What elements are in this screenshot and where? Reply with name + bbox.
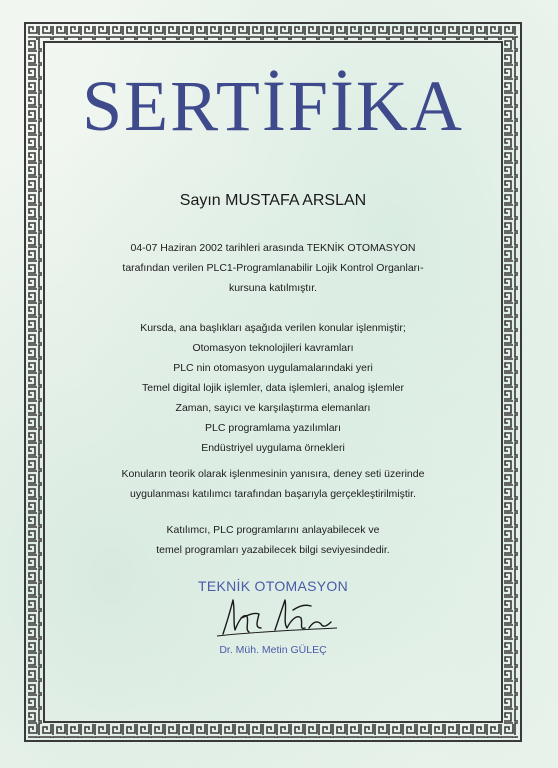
intro-line: kursuna katılmıştır. [228,282,318,294]
topic-item: Endüstriyel uygulama örnekleri [201,442,345,454]
signer-name: Dr. Müh. Metin GÜLEÇ [219,644,327,656]
certificate-title: SERTİFİKA [82,66,464,146]
topics-lead: Kursda, ana başlıkları aşağıda verilen konular işlenmiştir; [140,322,406,334]
outcome-line: Katılımcı, PLC programlarını anlayabilecek ve [166,524,380,536]
certificate-content [48,52,498,712]
organization-name: TEKNİK OTOMASYON [197,578,348,594]
topic-item: PLC nin otomasyon uygulamalarındaki yeri [173,362,373,374]
intro-paragraph [48,238,498,298]
topic-item: Temel digital lojik işlemler, data işlemleri, analog işlemler [141,382,405,394]
topic-item: PLC programlama yazılımları [205,422,341,434]
handwritten-signature [213,592,343,647]
intro-line: 04-07 Haziran 2002 tarihleri arasında TEKNİK OTOMASYON [130,242,416,254]
recipient-name: Sayın MUSTAFA ARSLAN [179,192,367,209]
outcome-line: temel programları yazabilecek bilgi seviyesindedir. [156,544,390,556]
intro-line: tarafından verilen PLC1-Programlanabilir Lojik Kontrol Organları- [122,262,424,274]
theory-line: uygulanması katılımcı tarafından başarıyla gerçekleştirilmiştir. [130,488,416,500]
theory-paragraph [48,464,498,504]
topics-paragraph [48,318,498,458]
outcome-paragraph [48,520,498,560]
topic-item: Zaman, sayıcı ve karşılaştırma elemanları [175,402,371,414]
topic-item: Otomasyon teknolojileri kavramları [192,342,354,354]
theory-line: Konuların teorik olarak işlenmesinin yanısıra, deney seti üzerinde [121,468,425,480]
